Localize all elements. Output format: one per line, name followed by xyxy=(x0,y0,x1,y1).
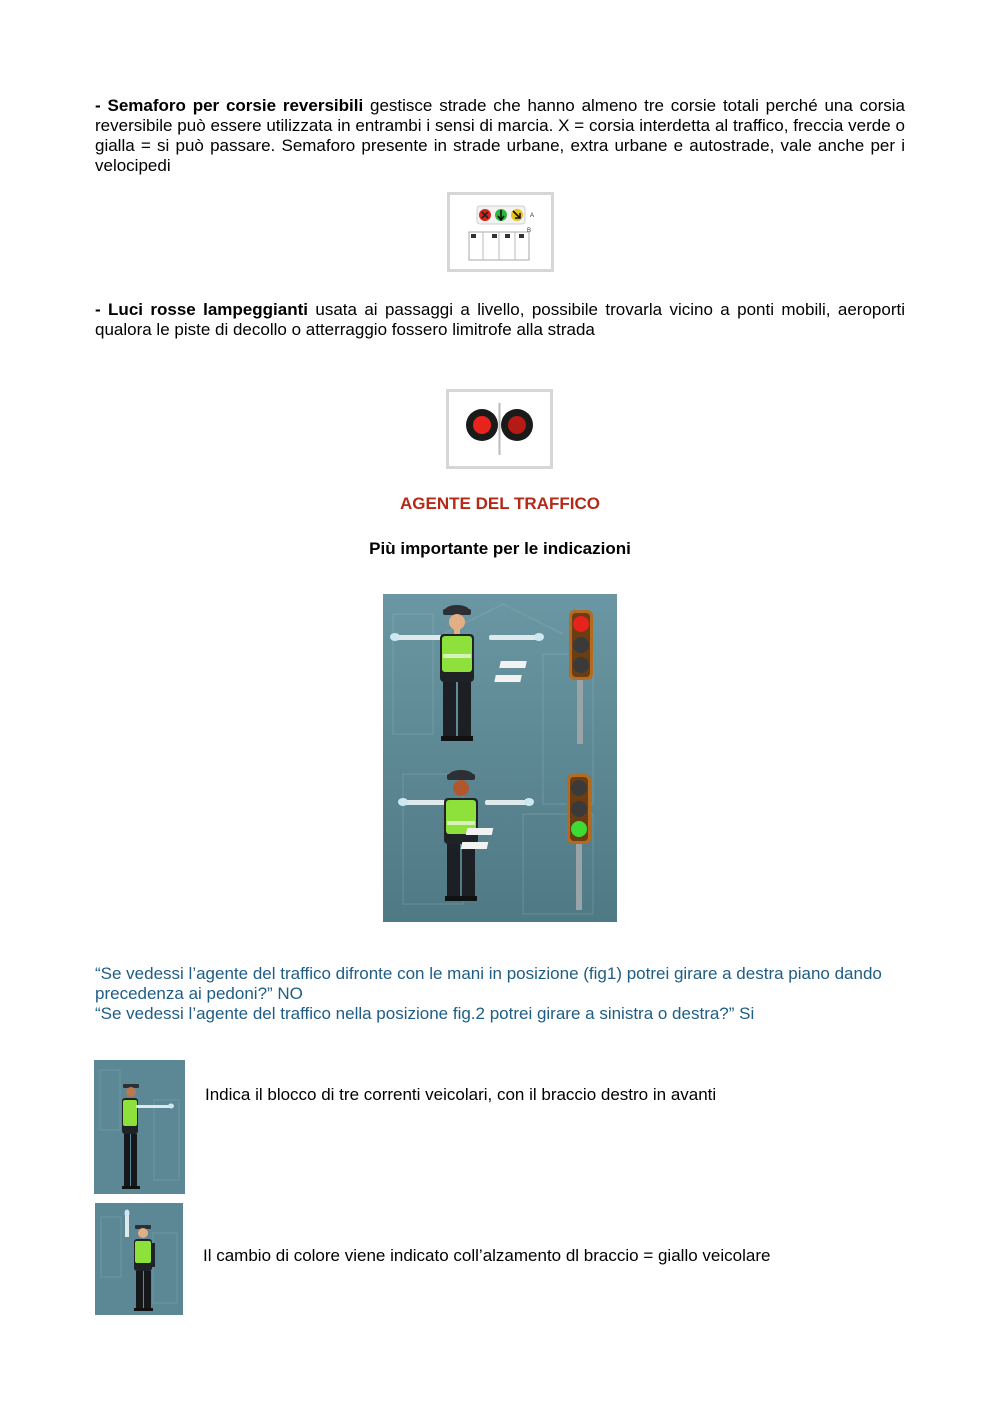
question-1: “Se vedessi l’agente del traffico difronte con le mani in posizione (fig1) potrei girare a destra piano dando precedenza ai pedoni?” NO xyxy=(95,964,882,1003)
paragraph-reversible-lanes-text: gestisce strade che hanno almeno tre corsie totali perché una corsia reversibile può essere utilizzata in entrambi i sensi di marcia. X = corsia interdetta al traffico, freccia verde o gialla = si può passare. Semaforo presente in strade urbane, extra urbane e autostrade, vale anche per i velocipedi xyxy=(95,96,905,175)
paragraph-flashing-red-lights-text: usata ai passaggi a livello, possibile trovarla vicino a ponti mobili, aeroporti qualora le piste di decollo o atterraggio fossero limitrofe alla strada xyxy=(95,300,905,339)
left-red-light xyxy=(473,416,491,434)
section-subheading: Più importante per le indicazioni xyxy=(369,539,631,558)
agent-arm-raised-illustration xyxy=(95,1203,183,1315)
term-flashing-red-lights: - Luci rosse lampeggianti xyxy=(95,300,308,319)
paragraph-flashing-red-lights xyxy=(95,300,905,340)
agent-arm-forward-illustration xyxy=(94,1060,185,1194)
paragraph-reversible-lanes xyxy=(95,96,905,176)
traffic-agent-illustration xyxy=(383,594,617,922)
reversible-lane-signal-figure xyxy=(447,192,554,272)
label-b: B xyxy=(527,228,532,234)
right-red-light xyxy=(508,416,526,434)
flashing-red-lights-figure xyxy=(446,389,553,469)
caption-arm-raised: Il cambio di colore viene indicato coll’alzamento dl braccio = giallo veicolare xyxy=(203,1246,771,1265)
caption-arm-forward: Indica il blocco di tre correnti veicolari, con il braccio destro in avanti xyxy=(205,1085,717,1104)
term-reversible-lanes: - Semaforo per corsie reversibili xyxy=(95,96,364,115)
question-block xyxy=(95,964,915,1024)
question-2: “Se vedessi l’agente del traffico nella posizione fig.2 potrei girare a sinistra o destra?” Si xyxy=(95,1004,755,1023)
label-a: A xyxy=(530,213,535,219)
section-heading: AGENTE DEL TRAFFICO xyxy=(400,494,600,513)
